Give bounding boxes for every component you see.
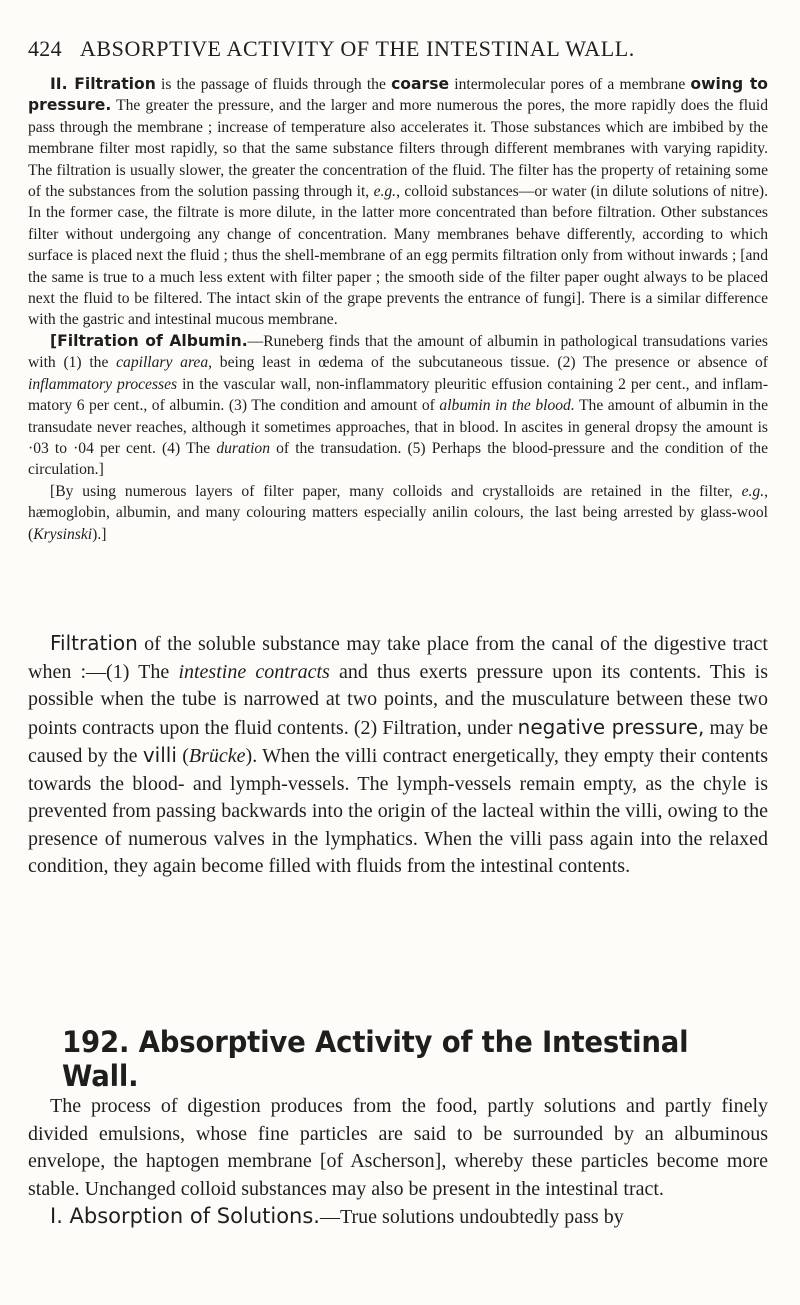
running-header <box>28 36 760 62</box>
paragraph-digestion: The process of digestion produces from the food, partly solutions and partly finely divided emulsions, whose fine particles are said to be surrounded by an albuminous envelope, the haptogen membrane [of Ascherson], whereby these particles become more stable. Unchanged colloid substances may also be present in the intestinal tract. <box>28 1095 768 1200</box>
absorption-solutions-label: I. Absorption of Solutions. <box>50 1204 320 1228</box>
running-title: ABSORPTIVE ACTIVITY OF THE INTESTINAL WALL. <box>79 36 635 61</box>
filtration-label: II. Filtration <box>50 75 156 93</box>
page-number: 424 <box>28 36 62 61</box>
large-print-block-2 <box>28 1093 768 1232</box>
paragraph-filter-paper: [By using numerous layers of filter paper, many colloids and crystalloids are retained in the filter, e.g., hæmoglobin, albumin, and many colouring matters especially anilin colours, the last being arrested by glass-wool (Krysinski).] <box>28 482 768 543</box>
soluble-filtration-label: Filtration <box>50 631 138 655</box>
albumin-label: [Filtration of Albumin. <box>50 331 248 350</box>
small-print-block <box>28 74 768 545</box>
large-print-block <box>28 630 768 881</box>
paragraph-filtration: II. Filtration is the passage of fluids through the coarse intermolecular pores of a membrane owing to pressure. The greater the pressure, and the larger and more numerous the pores, the more rapidly does the fluid pass through the membrane ; increase of temperature also accelerates it. Those substances which are imbibed by the membrane filter most rapidly, so that the same substance filters through different membranes with varying rapidity. The filtration is usually slower, the greater the concentration of the fluid. The filter has the property of retaining some of the substances from the solution passing through it, e.g., colloid substances—or water (in dilute solutions of nitre). In the former case, the filtrate is more dilute, in the latter more concentrated than before filtration. Other substances filter without undergoing any change of concentration. Many membranes behave differently, according to which surface is placed next the fluid ; thus the shell-membrane of an egg permits filtration only from without inwards ; [and the same is true to a much less extent with filter paper ; the smooth side of the filter paper ought always to be placed next the fluid to be filtered. The intact skin of the grape prevents the entrance of fungi]. There is a similar difference with the gastric and intestinal mucous membrane. <box>28 75 768 329</box>
paragraph-absorption-solutions: I. Absorption of Solutions.—True solutions undoubtedly pass by <box>50 1204 624 1228</box>
paragraph-soluble-filtration: Filtration of the soluble substance may take place from the canal of the digestive tract when :—(1) The intestine contracts and thus exerts pressure upon its contents. This is possible when the tube is narrowed at two points, and the musculature between these two points contracts upon the fluid contents. (2) Filtration, under negative pressure, may be caused by the villi (Brücke). When the villi contract energetically, they empty their contents towards the blood- and lymph-vessels. The lymph-vessels remain empty, as the chyle is prevented from passing backwards into the origin of the lacteal within the villi, owing to the presence of numerous valves in the lymphatics. When the villi pass again into the relaxed condition, they again become filled with fluids from the intestinal contents. <box>28 631 768 877</box>
paragraph-albumin: [Filtration of Albumin.—Runeberg finds that the amount of albumin in pathological transudations varies with (1) the capillary area, being least in œdema of the subcutaneous tissue. (2) The presence or absence of inflammatory processes in the vascular wall, non-inflammatory pleuritic effusion containing 2 per cent., and inflammatory 6 per cent., of albumin. (3) The condition and amount of albumin in the blood. The amount of albumin in the transudate never reaches, although it sometimes approaches, that in blood. In ascites in general dropsy the amount is ·03 to ·04 per cent. (4) The duration of the transudation. (5) Perhaps the blood-pressure and the condition of the circulation.] <box>28 331 769 479</box>
section-heading: 192. Absorptive Activity of the Intestinal Wall. <box>62 1025 689 1093</box>
